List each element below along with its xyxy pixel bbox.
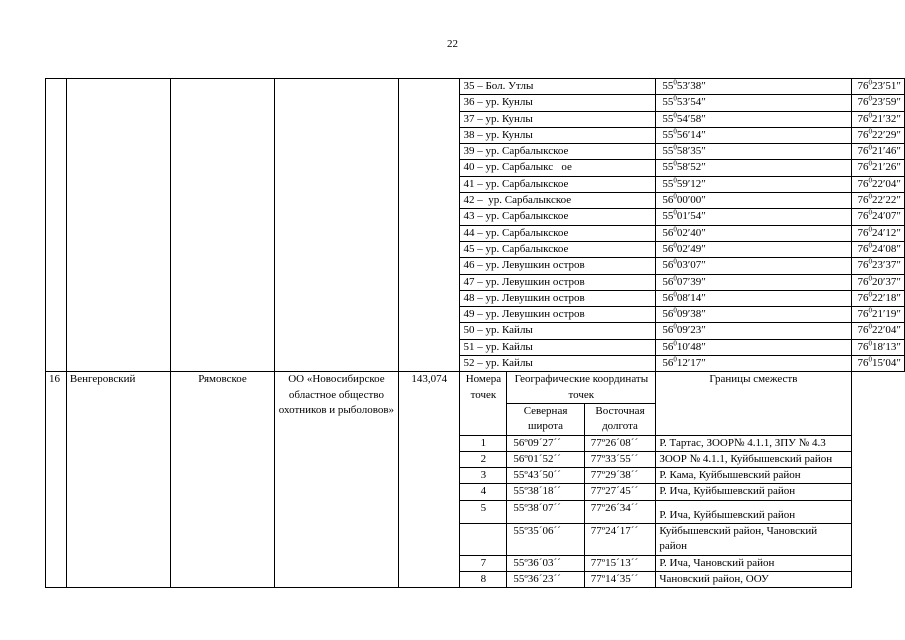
header-east-longitude: Восточная долгота (584, 403, 656, 435)
longitude-cell (851, 225, 905, 241)
point-number: 4 (460, 484, 507, 500)
area-cell: Рямовское (171, 372, 275, 588)
degree-mark: 0 (673, 78, 677, 87)
lon-minutes: 24′08″ (872, 242, 901, 255)
latitude-cell (656, 144, 851, 160)
lat-degrees: 56 (662, 259, 674, 272)
page-number: 22 (447, 38, 458, 50)
longitude-cell (851, 356, 905, 372)
lon-minutes: 23′59″ (872, 96, 901, 109)
lat-minutes: 01′54″ (676, 210, 706, 223)
degree-mark: 0 (868, 78, 872, 87)
lon-degrees: 76 (857, 340, 869, 353)
degree-mark: 0 (673, 241, 677, 250)
degree-mark: 0 (868, 143, 872, 152)
degree-mark: 0 (673, 94, 677, 103)
lat-minutes: 59′12″ (676, 177, 706, 190)
org-cell (274, 79, 398, 372)
degree-mark: 0 (673, 290, 677, 299)
size-cell (398, 79, 460, 372)
point-name: 48 – ур. Левушкин остров (460, 290, 656, 306)
table-row (46, 372, 905, 404)
area-cell (171, 79, 275, 372)
point-number: 2 (460, 451, 507, 467)
border-description: Р. Ича, Куйбышевский район (656, 500, 851, 523)
row-num-cell (46, 79, 67, 372)
latitude-cell: 55º36´23´´ (507, 571, 584, 587)
latitude-cell (656, 225, 851, 241)
degree-mark: 0 (673, 274, 677, 282)
longitude-cell (851, 193, 905, 209)
lat-minutes: 07′39″ (676, 275, 706, 288)
border-description: ЗООР № 4.1.1, Куйбышевский район (656, 451, 851, 467)
degree-mark: 0 (868, 306, 872, 315)
degree-mark: 0 (673, 111, 677, 119)
point-name: 35 – Бол. Утлы (460, 79, 656, 95)
lon-degrees: 76 (857, 291, 869, 304)
lon-minutes: 23′37″ (872, 259, 901, 272)
degree-mark: 0 (673, 339, 677, 348)
latitude-cell (656, 241, 851, 257)
point-name: 45 – ур. Сарбалыкское (460, 241, 656, 257)
lat-degrees: 55 (662, 128, 674, 141)
degree-mark: 0 (673, 306, 677, 315)
longitude-cell: 77º15´13´´ (584, 555, 656, 571)
lat-degrees: 55 (662, 145, 674, 158)
longitude-cell: 77º27´45´´ (584, 484, 656, 500)
latitude-cell (656, 95, 851, 111)
degree-mark: 0 (673, 322, 677, 331)
point-number: 8 (460, 571, 507, 587)
longitude-cell (851, 95, 905, 111)
degree-mark: 0 (673, 143, 677, 152)
lon-degrees: 76 (857, 308, 869, 321)
longitude-cell (851, 79, 905, 95)
hunting-grounds-table (45, 78, 905, 588)
header-north-latitude: Северная широта (507, 403, 584, 435)
point-name: 51 – ур. Кайлы (460, 339, 656, 355)
longitude-cell (851, 111, 905, 127)
border-description: Р. Тартас, ЗООР№ 4.1.1, ЗПУ № 4.3 (656, 435, 851, 451)
district-cell: Венгеровский (66, 372, 170, 588)
lat-minutes: 02′49″ (676, 242, 706, 255)
latitude-cell: 55º38´07´´ (507, 500, 584, 523)
lon-degrees: 76 (857, 80, 869, 92)
point-name: 42 – ур. Сарбалыкское (460, 193, 656, 209)
lat-minutes: 09′38″ (676, 308, 706, 321)
lon-degrees: 76 (857, 177, 869, 190)
longitude-cell (851, 339, 905, 355)
district-cell (66, 79, 170, 372)
lon-degrees: 76 (857, 275, 869, 288)
lon-minutes: 20′37″ (872, 275, 901, 288)
lon-minutes: 24′07″ (872, 210, 901, 223)
longitude-cell (851, 323, 905, 339)
lon-degrees: 76 (857, 242, 869, 255)
degree-mark: 0 (673, 355, 677, 364)
longitude-cell (851, 258, 905, 274)
lat-degrees: 56 (662, 242, 674, 255)
latitude-cell (656, 274, 851, 290)
lat-degrees: 56 (662, 291, 674, 304)
point-name: 38 – ур. Кунлы (460, 127, 656, 143)
lat-minutes: 00′00″ (676, 194, 706, 207)
longitude-cell: 77º24´17´´ (584, 524, 656, 556)
point-name: 47 – ур. Левушкин остров (460, 274, 656, 290)
point-name: 49 – ур. Левушкин остров (460, 307, 656, 323)
point-name: 43 – ур. Сарбалыкское (460, 209, 656, 225)
degree-mark: 0 (868, 111, 872, 119)
longitude-cell: 77º26´34´´ (584, 500, 656, 523)
lon-minutes: 21′46″ (872, 145, 901, 158)
size-cell: 143,074 (398, 372, 460, 588)
border-description: Р. Ича, Чановский район (656, 555, 851, 571)
lon-degrees: 76 (857, 259, 869, 272)
latitude-cell: 56º09´27´´ (507, 435, 584, 451)
lon-minutes: 22′22″ (872, 194, 901, 207)
lat-degrees: 56 (662, 275, 674, 288)
lat-degrees: 56 (662, 340, 674, 353)
lat-minutes: 54′58″ (676, 112, 706, 125)
degree-mark: 0 (673, 176, 677, 185)
lat-degrees: 55 (662, 177, 674, 190)
lon-degrees: 76 (857, 112, 869, 125)
point-number (460, 524, 507, 556)
longitude-cell (851, 307, 905, 323)
degree-mark: 0 (868, 322, 872, 331)
lon-minutes: 22′18″ (872, 291, 901, 304)
lat-degrees: 55 (662, 112, 674, 125)
latitude-cell: 55º36´03´´ (507, 555, 584, 571)
lon-minutes: 22′04″ (872, 324, 901, 337)
latitude-cell: 55º35´06´´ (507, 524, 584, 556)
degree-mark: 0 (868, 225, 872, 234)
degree-mark: 0 (868, 208, 872, 217)
point-name: 40 – ур. Сарбалыкс ое (460, 160, 656, 176)
border-description: Куйбышевский район, Чановский район (656, 524, 851, 556)
lat-degrees: 56 (662, 357, 674, 370)
latitude-cell (656, 127, 851, 143)
longitude-cell: 77º29´38´´ (584, 468, 656, 484)
degree-mark: 0 (868, 159, 872, 168)
latitude-cell (656, 176, 851, 192)
lat-minutes: 09′23″ (676, 324, 706, 337)
longitude-cell (851, 290, 905, 306)
latitude-cell (656, 209, 851, 225)
degree-mark: 0 (673, 257, 677, 266)
lon-minutes: 21′32″ (872, 112, 901, 125)
degree-mark: 0 (868, 241, 872, 250)
header-borders: Границы смежеств (656, 372, 851, 435)
header-point-numbers: Номера точек (460, 372, 507, 435)
degree-mark: 0 (868, 94, 872, 103)
lat-minutes: 53′38″ (676, 80, 706, 92)
degree-mark: 0 (868, 192, 872, 201)
lat-minutes: 53′54″ (676, 96, 706, 109)
lat-degrees: 56 (662, 324, 674, 337)
lon-degrees: 76 (857, 226, 869, 239)
border-description: Р. Ича, Куйбышевский район (656, 484, 851, 500)
lat-degrees: 56 (662, 226, 674, 239)
point-number: 7 (460, 555, 507, 571)
longitude-cell (851, 127, 905, 143)
lat-minutes: 03′07″ (676, 259, 706, 272)
lon-degrees: 76 (857, 357, 869, 370)
border-description: Р. Кама, Куйбышевский район (656, 468, 851, 484)
latitude-cell: 56º01´52´´ (507, 451, 584, 467)
longitude-cell (851, 176, 905, 192)
lon-degrees: 76 (857, 210, 869, 223)
lat-minutes: 58′35″ (676, 145, 706, 158)
lat-degrees: 55 (662, 80, 674, 92)
point-number: 1 (460, 435, 507, 451)
lat-minutes: 58′52″ (676, 161, 706, 174)
lat-minutes: 10′48″ (676, 340, 706, 353)
lat-degrees: 55 (662, 210, 674, 223)
latitude-cell (656, 290, 851, 306)
latitude-cell: 55º38´18´´ (507, 484, 584, 500)
degree-mark: 0 (673, 192, 677, 201)
degree-mark: 0 (673, 208, 677, 217)
degree-mark: 0 (868, 290, 872, 299)
latitude-cell (656, 111, 851, 127)
degree-mark: 0 (868, 355, 872, 364)
lon-minutes: 22′04″ (872, 177, 901, 190)
lon-minutes: 24′12″ (872, 226, 901, 239)
longitude-cell (851, 241, 905, 257)
lat-degrees: 56 (662, 194, 674, 207)
lat-minutes: 12′17″ (676, 357, 706, 370)
border-description: Чановский район, ООУ (656, 571, 851, 587)
lat-minutes: 56′14″ (676, 128, 706, 141)
header-geo-coordinates: Географические координаты точек (507, 372, 656, 404)
lon-minutes: 22′29″ (872, 128, 901, 141)
longitude-cell: 77º14´35´´ (584, 571, 656, 587)
latitude-cell (656, 356, 851, 372)
latitude-cell: 55º43´50´´ (507, 468, 584, 484)
degree-mark: 0 (868, 274, 872, 282)
latitude-cell (656, 193, 851, 209)
point-name: 50 – ур. Кайлы (460, 323, 656, 339)
point-name: 52 – ур. Кайлы (460, 356, 656, 372)
lat-minutes: 08′14″ (676, 291, 706, 304)
lon-minutes: 15′04″ (872, 357, 901, 370)
longitude-cell: 77º26´08´´ (584, 435, 656, 451)
lon-degrees: 76 (857, 128, 869, 141)
longitude-cell: 77º33´55´´ (584, 451, 656, 467)
lat-minutes: 02′40″ (676, 226, 706, 239)
lat-degrees: 55 (662, 96, 674, 109)
lon-minutes: 21′19″ (872, 308, 901, 321)
point-name: 46 – ур. Левушкин остров (460, 258, 656, 274)
latitude-cell (656, 339, 851, 355)
longitude-cell (851, 144, 905, 160)
table-row (46, 79, 905, 95)
lon-degrees: 76 (857, 145, 869, 158)
latitude-cell (656, 323, 851, 339)
point-name: 41 – ур. Сарбалыкское (460, 176, 656, 192)
longitude-cell (851, 274, 905, 290)
degree-mark: 0 (868, 127, 872, 136)
org-cell: ОО «Новосибирское областное общество охотников и рыболовов» (274, 372, 398, 588)
point-number: 3 (460, 468, 507, 484)
lon-degrees: 76 (857, 194, 869, 207)
degree-mark: 0 (673, 225, 677, 234)
degree-mark: 0 (673, 159, 677, 168)
degree-mark: 0 (868, 339, 872, 348)
lon-minutes: 18′13″ (872, 340, 901, 353)
degree-mark: 0 (868, 176, 872, 185)
point-number: 5 (460, 500, 507, 523)
row-num-cell: 16 (46, 372, 67, 588)
point-name: 44 – ур. Сарбалыкское (460, 225, 656, 241)
latitude-cell (656, 307, 851, 323)
point-name: 37 – ур. Кунлы (460, 111, 656, 127)
degree-mark: 0 (868, 257, 872, 266)
degree-mark: 0 (673, 127, 677, 136)
lon-minutes: 21′26″ (872, 161, 901, 174)
lon-degrees: 76 (857, 161, 869, 174)
longitude-cell (851, 209, 905, 225)
point-name: 36 – ур. Кунлы (460, 95, 656, 111)
latitude-cell (656, 79, 851, 95)
latitude-cell (656, 258, 851, 274)
lon-degrees: 76 (857, 96, 869, 109)
longitude-cell (851, 160, 905, 176)
lat-degrees: 56 (662, 308, 674, 321)
lat-degrees: 55 (662, 161, 674, 174)
lon-degrees: 76 (857, 324, 869, 337)
point-name: 39 – ур. Сарбалыкское (460, 144, 656, 160)
lon-minutes: 23′51″ (872, 80, 901, 92)
latitude-cell (656, 160, 851, 176)
